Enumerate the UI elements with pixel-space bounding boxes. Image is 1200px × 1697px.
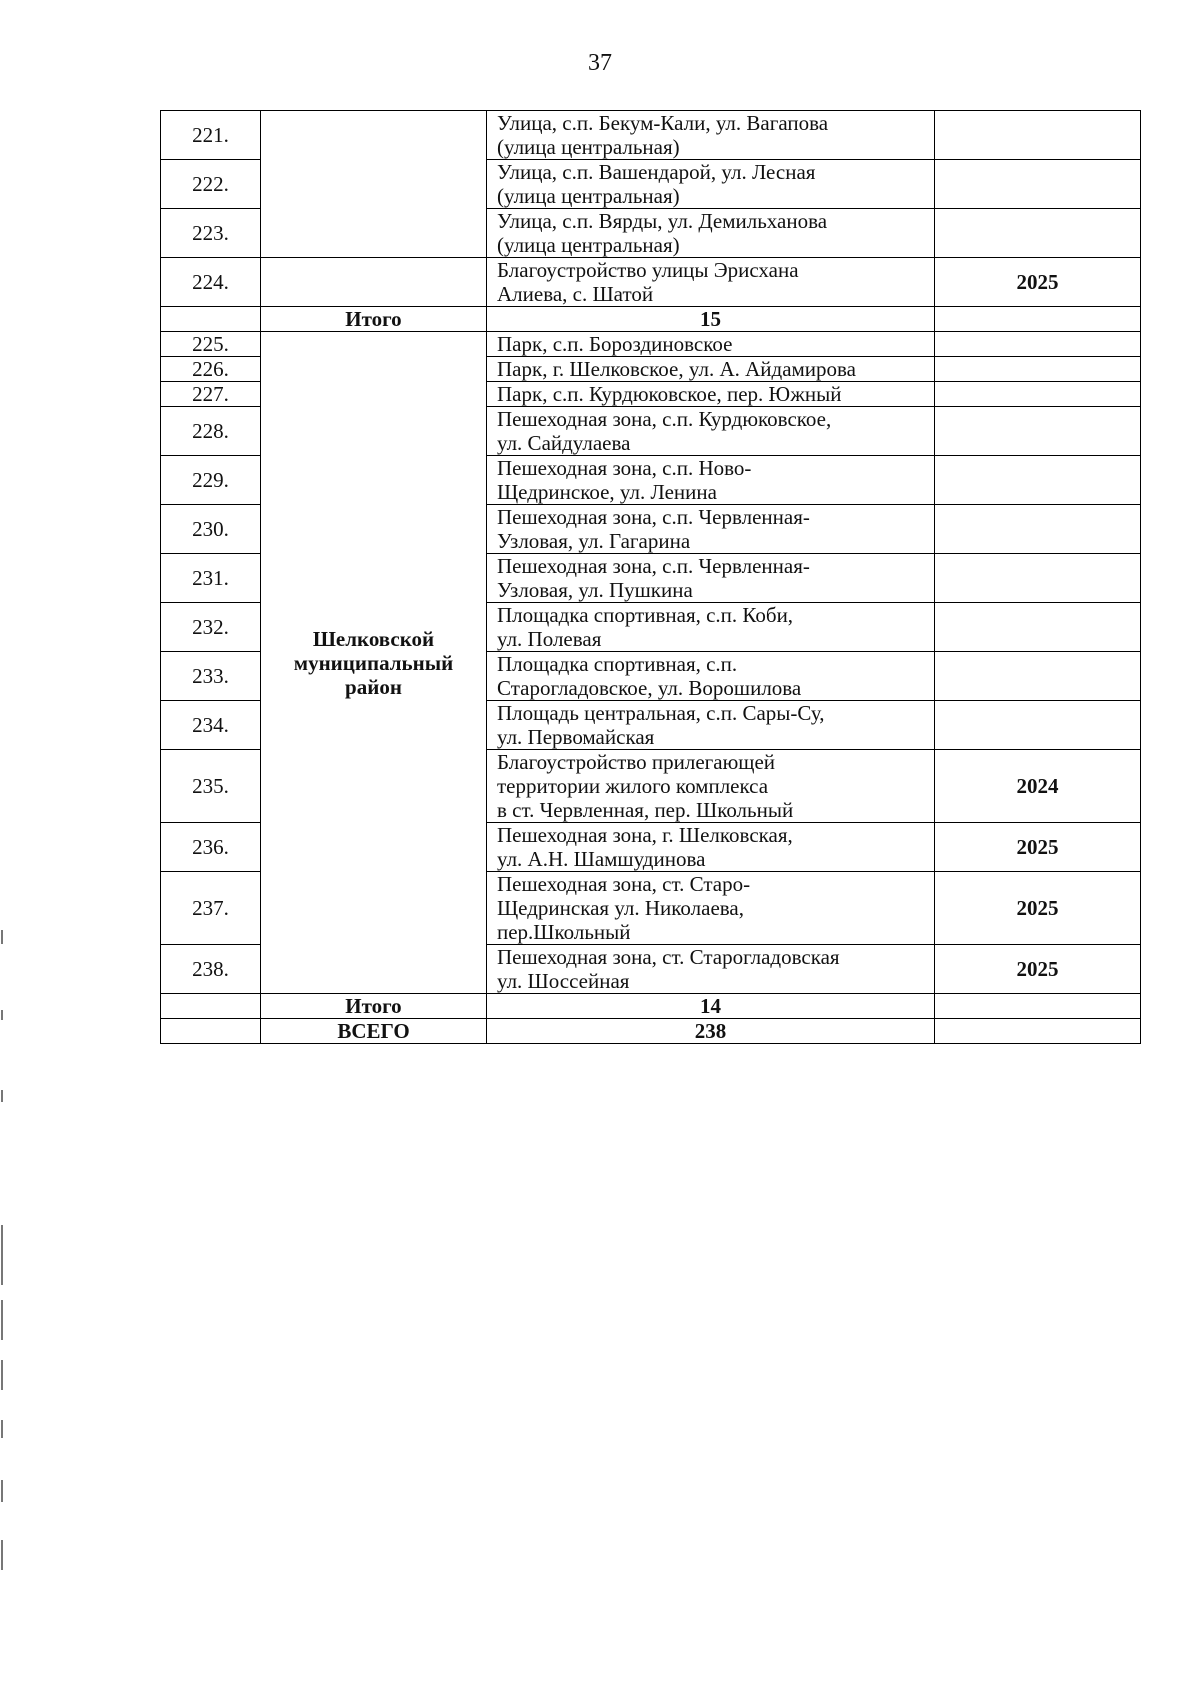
description-line: Улица, с.п. Вашендарой, ул. Лесная [497, 160, 816, 184]
object-description [487, 382, 935, 407]
completion-year [935, 160, 1141, 209]
description-line: ул. А.Н. Шамшудинова [497, 847, 706, 871]
row-number: 228. [161, 407, 261, 456]
district-name [261, 258, 487, 307]
row-number: 230. [161, 505, 261, 554]
description-line: ул. Шоссейная [497, 969, 630, 993]
completion-year [935, 382, 1141, 407]
total-label: Итого [261, 307, 487, 332]
description-line: ул. Сайдулаева [497, 431, 631, 455]
description-line: Пешеходная зона, с.п. Курдюковское, [497, 407, 832, 431]
district-name [261, 111, 487, 258]
subtotal-row [161, 307, 1141, 332]
completion-year [935, 357, 1141, 382]
description-line: Щедринская ул. Николаева, [497, 896, 744, 920]
completion-year [935, 652, 1141, 701]
row-number: 238. [161, 945, 261, 994]
table-row [161, 111, 1141, 160]
grand-total-row [161, 1019, 1141, 1044]
total-empty-cell [161, 307, 261, 332]
subtotal-row [161, 994, 1141, 1019]
description-line: Пешеходная зона, с.п. Червленная- [497, 505, 810, 529]
description-line: Парк, с.п. Курдюковское, пер. Южный [497, 382, 842, 406]
description-line: Щедринское, ул. Ленина [497, 480, 717, 504]
page-number: 37 [588, 50, 612, 76]
object-description [487, 652, 935, 701]
description-line: пер.Школьный [497, 920, 631, 944]
description-line: Улица, с.п. Бекум-Кали, ул. Вагапова [497, 111, 829, 135]
object-description [487, 407, 935, 456]
description-line: ул. Полевая [497, 627, 602, 651]
description-line: Благоустройство улицы Эрисхана [497, 258, 799, 282]
description-line: в ст. Червленная, пер. Школьный [497, 798, 794, 822]
row-number: 229. [161, 456, 261, 505]
description-line: Площадка спортивная, с.п. [497, 652, 738, 676]
description-line: Старогладовское, ул. Ворошилова [497, 676, 802, 700]
object-description [487, 701, 935, 750]
description-line: Алиева, с. Шатой [497, 282, 654, 306]
completion-year [935, 456, 1141, 505]
description-line: Узловая, ул. Пушкина [497, 578, 693, 602]
object-description [487, 872, 935, 945]
description-line: Благоустройство прилегающей [497, 750, 776, 774]
description-line: (улица центральная) [497, 184, 680, 208]
completion-year: 2024 [935, 750, 1141, 823]
total-year-empty [935, 994, 1141, 1019]
total-value: 14 [487, 994, 935, 1019]
object-description [487, 332, 935, 357]
scan-edge-marks [0, 0, 6, 1697]
object-description [487, 456, 935, 505]
completion-year [935, 701, 1141, 750]
total-empty-cell [161, 1019, 261, 1044]
object-description [487, 357, 935, 382]
object-description [487, 945, 935, 994]
object-description [487, 823, 935, 872]
description-line: Парк, г. Шелковское, ул. А. Айдамирова [497, 357, 856, 381]
description-line: Пешеходная зона, ст. Старогладовская [497, 945, 840, 969]
object-description [487, 603, 935, 652]
description-line: Пешеходная зона, с.п. Червленная- [497, 554, 810, 578]
completion-year [935, 111, 1141, 160]
completion-year [935, 554, 1141, 603]
table-row [161, 258, 1141, 307]
object-description [487, 209, 935, 258]
total-year-empty [935, 1019, 1141, 1044]
completion-year: 2025 [935, 823, 1141, 872]
object-description [487, 505, 935, 554]
table-row [161, 332, 1141, 357]
total-empty-cell [161, 994, 261, 1019]
total-year-empty [935, 307, 1141, 332]
completion-year [935, 505, 1141, 554]
description-line: Пешеходная зона, г. Шелковская, [497, 823, 793, 847]
row-number: 236. [161, 823, 261, 872]
row-number: 226. [161, 357, 261, 382]
object-description [487, 160, 935, 209]
completion-year [935, 407, 1141, 456]
description-line: территории жилого комплекса [497, 774, 769, 798]
description-line: (улица центральная) [497, 135, 680, 159]
description-line: Площадка спортивная, с.п. Коби, [497, 603, 794, 627]
description-line: Пешеходная зона, с.п. Ново- [497, 456, 752, 480]
description-line: Пешеходная зона, ст. Старо- [497, 872, 751, 896]
row-number: 224. [161, 258, 261, 307]
description-line: (улица центральная) [497, 233, 680, 257]
row-number: 231. [161, 554, 261, 603]
row-number: 234. [161, 701, 261, 750]
row-number: 235. [161, 750, 261, 823]
object-description [487, 111, 935, 160]
table-body [161, 111, 1141, 1044]
objects-table [160, 110, 1141, 1044]
row-number: 221. [161, 111, 261, 160]
total-value: 238 [487, 1019, 935, 1044]
row-number: 227. [161, 382, 261, 407]
row-number: 222. [161, 160, 261, 209]
object-description [487, 554, 935, 603]
description-line: ул. Первомайская [497, 725, 655, 749]
row-number: 233. [161, 652, 261, 701]
description-line: Улица, с.п. Вярды, ул. Демильханова [497, 209, 828, 233]
completion-year [935, 603, 1141, 652]
completion-year: 2025 [935, 258, 1141, 307]
row-number: 237. [161, 872, 261, 945]
row-number: 232. [161, 603, 261, 652]
completion-year: 2025 [935, 945, 1141, 994]
total-value: 15 [487, 307, 935, 332]
description-line: Парк, с.п. Бороздиновское [497, 332, 733, 356]
district-name: Шелковской муниципальный район [261, 332, 487, 994]
row-number: 225. [161, 332, 261, 357]
row-number: 223. [161, 209, 261, 258]
total-label: Итого [261, 994, 487, 1019]
description-line: Узловая, ул. Гагарина [497, 529, 691, 553]
completion-year [935, 332, 1141, 357]
object-description [487, 750, 935, 823]
object-description [487, 258, 935, 307]
description-line: Площадь центральная, с.п. Сары-Су, [497, 701, 825, 725]
completion-year: 2025 [935, 872, 1141, 945]
completion-year [935, 209, 1141, 258]
total-label: ВСЕГО [261, 1019, 487, 1044]
